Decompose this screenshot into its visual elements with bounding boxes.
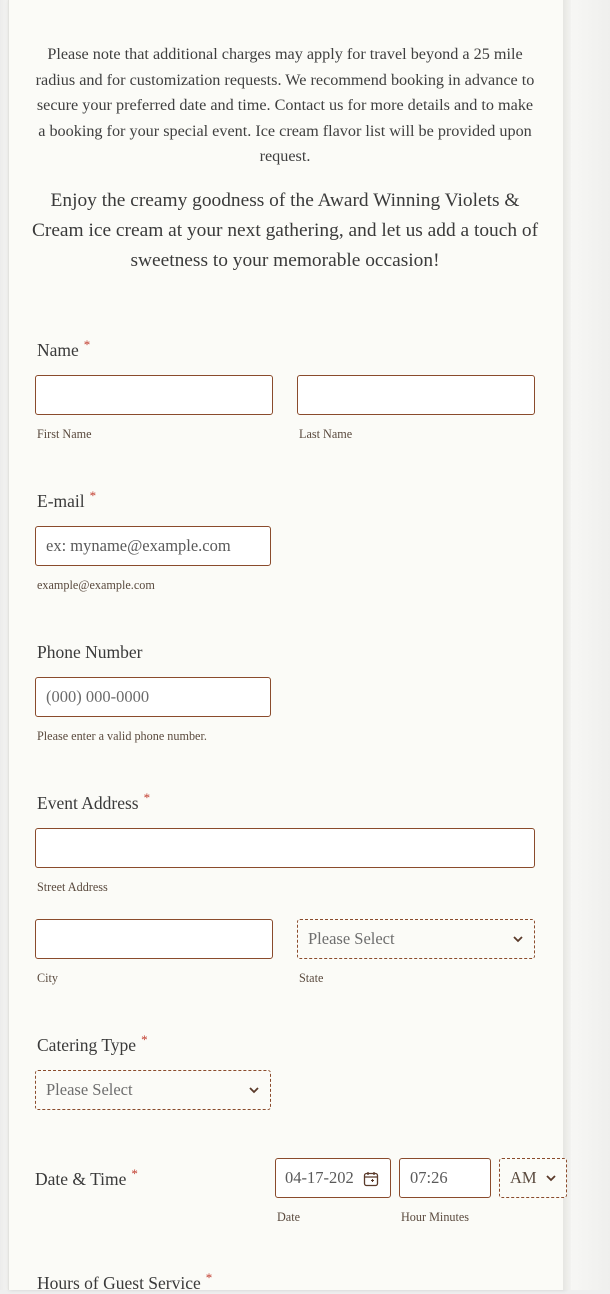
city-input[interactable] — [35, 919, 273, 959]
date-value: 04-17-202 — [285, 1168, 354, 1187]
email-label — [37, 488, 97, 512]
email-label-text: E-mail — [37, 491, 85, 511]
required-asterisk: * — [83, 337, 91, 352]
required-asterisk: * — [143, 790, 151, 805]
catering-type-value: Please Select — [46, 1080, 133, 1099]
chevron-down-icon — [512, 934, 524, 944]
name-label-text: Name — [37, 340, 79, 360]
scroll-gutter — [563, 0, 571, 1290]
first-name-sublabel: First Name — [37, 427, 92, 441]
phone-label: Phone Number — [37, 642, 143, 662]
required-asterisk: * — [131, 1166, 138, 1181]
event-address-label — [37, 790, 151, 814]
catering-type-label-text: Catering Type — [37, 1035, 137, 1055]
last-name-input[interactable] — [297, 375, 535, 415]
first-name-input[interactable] — [35, 375, 273, 415]
required-asterisk: * — [141, 1032, 148, 1047]
ampm-select[interactable] — [499, 1158, 567, 1198]
last-name-sublabel: Last Name — [299, 427, 353, 441]
street-address-input[interactable] — [35, 828, 535, 868]
event-address-label-text: Event Address — [37, 793, 139, 813]
name-label — [37, 337, 91, 361]
catering-type-label — [37, 1032, 148, 1056]
date-time-label-text: Date & Time — [35, 1169, 127, 1189]
time-input[interactable]: 07:26 — [399, 1158, 491, 1198]
calendar-icon[interactable] — [363, 1171, 379, 1187]
time-sublabel: Hour Minutes — [401, 1210, 470, 1224]
phone-sublabel: Please enter a valid phone number. — [37, 729, 207, 743]
ampm-value: AM — [510, 1168, 537, 1187]
date-sublabel: Date — [277, 1210, 301, 1224]
email-field[interactable]: ex: myname@example.com — [35, 526, 271, 566]
email-sublabel: example@example.com — [37, 578, 155, 592]
chevron-down-icon — [545, 1173, 557, 1183]
street-address-sublabel: Street Address — [37, 880, 108, 894]
hours-of-guest-service-label — [37, 1270, 213, 1294]
date-time-label — [35, 1166, 138, 1190]
state-sublabel: State — [299, 971, 324, 985]
required-asterisk: * — [205, 1270, 213, 1285]
required-asterisk: * — [89, 488, 97, 503]
catering-type-select[interactable] — [35, 1070, 271, 1110]
city-sublabel: City — [37, 971, 58, 985]
state-select[interactable] — [297, 919, 535, 959]
travel-charges-notice: Please note that additional charges may apply for travel beyond a 25 mile radius and for customization requests. We recommend booking in advance to secure your preferred date and time. Contact us for more details and to make a booking for your special event. Ice cream flavor list will be provided upon request. — [35, 45, 535, 166]
chevron-down-icon — [248, 1085, 260, 1095]
date-input[interactable] — [275, 1158, 391, 1198]
hours-label-text: Hours of Guest Service — [37, 1273, 201, 1293]
tagline: Enjoy the creamy goodness of the Award Winning Violets & Cream ice cream at your next gathering, and let us add a touch of sweetness to your memorable occasion! — [31, 190, 539, 271]
phone-field[interactable]: (000) 000-0000 — [35, 677, 271, 717]
state-select-value: Please Select — [308, 929, 395, 948]
